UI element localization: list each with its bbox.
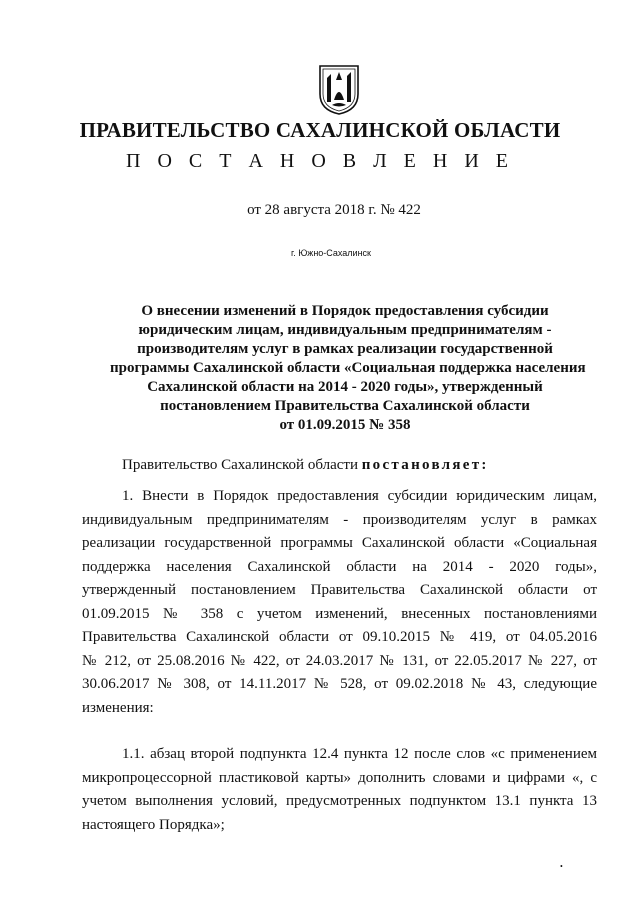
page-mark: • <box>560 862 563 871</box>
document-date-number: от 28 августа 2018 г. № 422 <box>247 202 421 218</box>
subject-line: Сахалинской области на 2014 - 2020 годы», утвержденный <box>147 379 543 395</box>
coat-of-arms-emblem <box>318 64 360 116</box>
subject-line: программы Сахалинской области «Социальная поддержка населения <box>110 360 586 376</box>
paragraph-line: настоящего Порядка»; <box>82 816 225 833</box>
subject-line: производителям услуг в рамках реализации государственной <box>137 341 553 357</box>
paragraph-line: 01.09.2015 № 358 с учетом изменений, внесенных постановлениями <box>82 605 597 622</box>
subject-line: юридическим лицам, индивидуальным предпринимателям - <box>138 322 552 338</box>
document-subject <box>110 302 586 435</box>
subject-line: О внесении изменений в Порядок предоставления субсидии <box>141 303 549 319</box>
paragraph-line: 30.06.2017 № 308, от 14.11.2017 № 528, от 09.02.2018 № 43, следующие <box>82 676 597 692</box>
government-title: ПРАВИТЕЛЬСТВО САХАЛИНСКОЙ ОБЛАСТИ <box>79 118 561 142</box>
paragraph-line: Правительства Сахалинской области от 09.10.2015 № 419, от 04.05.2016 <box>82 629 597 645</box>
preamble <box>122 457 489 474</box>
paragraph-line: утвержденный постановлением Правительства Сахалинской области от <box>82 582 597 598</box>
paragraph-line: 1. Внести в Порядок предоставления субсидии юридическим лицам, <box>122 488 597 504</box>
paragraph-line: учетом выполнения условий, предусмотренных подпунктом 13.1 пункта 13 <box>82 793 597 809</box>
paragraph-line: изменения: <box>82 699 154 716</box>
paragraph-line: № 212, от 25.08.2016 № 422, от 24.03.2017 № 131, от 22.05.2017 № 227, от <box>82 652 597 669</box>
preamble-text: Правительство Сахалинской области <box>122 457 362 473</box>
subject-line: постановлением Правительства Сахалинской области <box>160 398 530 414</box>
paragraph-line: микропроцессорной пластиковой карты» дополнить словами и цифрами «, с <box>82 769 597 786</box>
paragraph-line: 1.1. абзац второй подпункта 12.4 пункта 12 после слов «с применением <box>122 746 597 762</box>
subject-line: от 01.09.2015 № 358 <box>279 417 411 433</box>
paragraph-line: поддержка населения Сахалинской области на 2014 - 2020 годы», <box>82 558 597 575</box>
paragraph-line: реализации государственной программы Сахалинской области «Социальная <box>82 535 597 551</box>
paragraph-line: индивидуальным предпринимателям - производителям услуг в рамках <box>82 511 597 528</box>
city-name: г. Южно-Сахалинск <box>291 248 371 258</box>
paragraph-2 <box>82 743 597 837</box>
paragraph-1 <box>82 485 597 720</box>
preamble-keyword: постановляет: <box>361 457 489 473</box>
document-type: П О С Т А Н О В Л Е Н И Е <box>126 150 514 172</box>
